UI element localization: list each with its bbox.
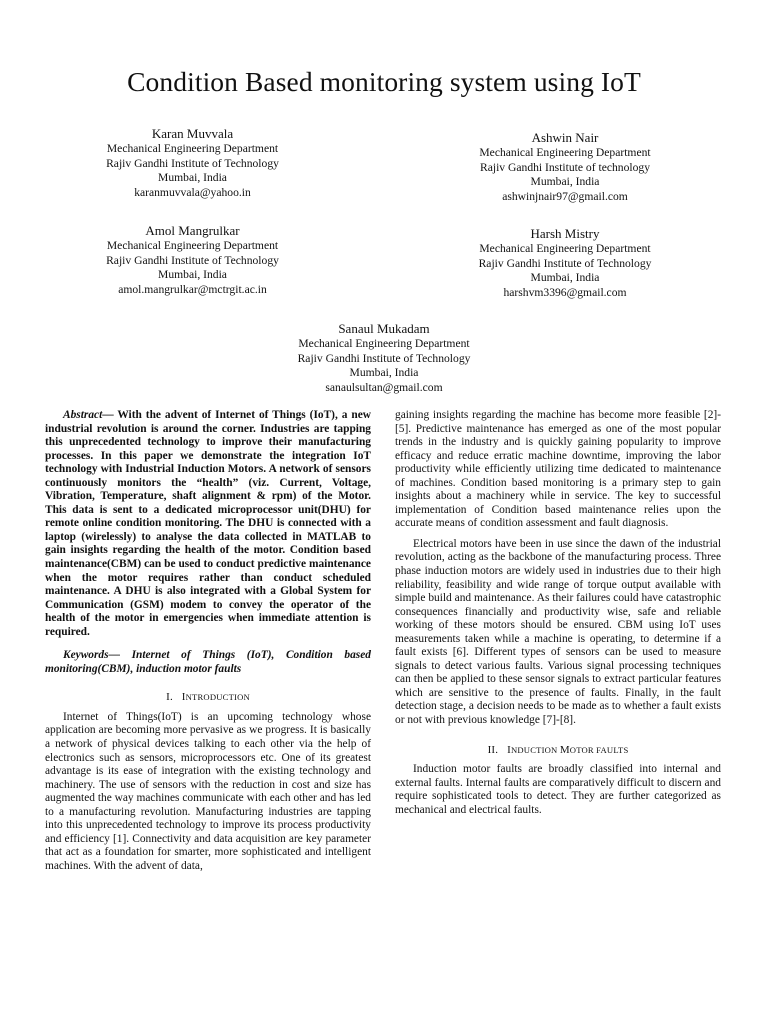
author-email: ashwinjnair97@gmail.com xyxy=(502,189,628,203)
paper-title: Condition Based monitoring system using IoT xyxy=(127,66,641,97)
abstract-text: — With the advent of Internet of Things (IoT), a new industrial revolution is around the corner. Industries are tapping this unprecedented technology to improve their manufacturing processes. In this paper we demonstrate the integration IoT technology with Industrial Induction Motors. A network of sensors continuously monitors the “health” (viz. Current, Voltage, Vibration, Temperature, shaft alignment & rpm) of the Motor. This data is sent to a dedicated microprocessor unit(DHU) for remote online condition monitoring. The DHU is connected with a laptop (wirelessly) to analyse the data collected in MATLAB to gain insights regarding the health of the motor. Condition based maintenance(CBM) can be used to conduct predictive maintenance when the motor requires rather than conduct scheduled maintenance. A DHU is also integrated with a Global System for Communication (GSM) modem to convey the operator of the health of the motor in emergencies when immediate attention is required. xyxy=(45,409,371,638)
author-institute: Rajiv Gandhi Institute of Technology xyxy=(106,253,279,267)
section-number: I. xyxy=(166,691,173,704)
author-institute: Rajiv Gandhi Institute of Technology xyxy=(478,256,652,270)
author-city: Mumbai, India xyxy=(530,271,600,284)
intro-paragraph: Internet of Things(IoT) is an upcoming technology whose application are becoming more pervasive as we progress. It is basically a network of physical devices talking to each other via the help of electronics such as sensors, microprocessors etc. One of its greatest advantage is its ease of integration with the existing technology and machinery. The use of sensors with the reduction in cost and size has augmented the way machines communicate with each other and has led to a manufacturing revolution. Manufacturing industries are tapping into this unprecedented technology to improve its process productivity and efficiency [1]. Connectivity and data acquisition are key parameter that act as a foundation for smarter, more sophisticated and intelligent machines. With the advent of data, xyxy=(45,710,371,872)
author-city: Mumbai, India xyxy=(158,171,227,184)
section-title-rest: NDUCTION xyxy=(510,744,560,755)
author-dept: Mechanical Engineering Department xyxy=(106,239,279,252)
author-city: Mumbai, India xyxy=(530,175,600,188)
section-number: II. xyxy=(487,743,499,756)
author-name: Sanaul Mukadam xyxy=(338,321,430,336)
author-city: Mumbai, India xyxy=(158,268,227,281)
author-block-5 xyxy=(259,320,509,395)
section-title-first: I xyxy=(181,691,186,704)
author-block-4 xyxy=(445,225,685,300)
section-title-first: I xyxy=(507,743,511,756)
author-email: karanmuvvala@yahoo.in xyxy=(134,185,251,199)
body-paragraph-3: Induction motor faults are broadly classified into internal and external faults. Internal faults are comparatively difficult to discern and require sophisticated tools to detect. They are further categorized as mechanical and electrical faults. xyxy=(395,763,721,816)
author-dept: Mechanical Engineering Department xyxy=(479,146,651,159)
author-name: Amol Mangrulkar xyxy=(145,223,240,238)
right-column xyxy=(395,409,721,817)
author-block-3 xyxy=(70,222,315,297)
abstract-label: Abstract xyxy=(63,409,103,421)
author-email: amol.mangrulkar@mctrgit.ac.in xyxy=(118,282,267,296)
author-dept: Mechanical Engineering Department xyxy=(106,142,279,155)
section-heading-induction-motor-faults xyxy=(395,744,721,758)
author-email: sanaulsultan@gmail.com xyxy=(325,380,443,394)
author-city: Mumbai, India xyxy=(349,366,419,379)
author-name: Ashwin Nair xyxy=(531,130,599,145)
section-title-first-2: M xyxy=(559,743,570,756)
author-name: Karan Muvvala xyxy=(151,126,234,141)
author-block-2 xyxy=(445,129,685,204)
left-column xyxy=(45,409,371,874)
keywords: Keywords— Internet of Things (IoT), Condition based monitoring(CBM), induction motor faults xyxy=(45,649,371,675)
author-institute: Rajiv Gandhi Institute of Technology xyxy=(106,156,279,170)
author-name: Harsh Mistry xyxy=(530,226,600,241)
section-heading-introduction xyxy=(45,691,371,705)
author-institute: Rajiv Gandhi Institute of Technology xyxy=(297,351,471,365)
section-title-rest: NTRODUCTION xyxy=(185,692,250,703)
section-title-rest-2: OTOR FAULTS xyxy=(569,744,629,755)
author-institute: Rajiv Gandhi Institute of technology xyxy=(479,160,650,174)
author-dept: Mechanical Engineering Department xyxy=(479,242,651,255)
body-paragraph-1: gaining insights regarding the machine has become more feasible [2]-[5]. Predictive maintenance has emerged as one of the most popular trends in the industry and is quickly gaining popularity to improve efficacy and reduce erratic machine downtime, improving the labor productivity while efficiently utilizing time dedicated to maintenance of machines. Condition based monitoring is a primary step to gain insights about a machinery while in service. The key to successful implementation of Condition based maintenance relies upon the accurate means of condition assessment and fault diagnosis. xyxy=(395,409,721,530)
body-paragraph-2: Electrical motors have been in use since the dawn of the industrial revolution, acting as the backbone of the manufacturing process. Three phase induction motors are widely used in industries due to their high reliability, feasibility and wide range of torque output available with simple build and maintenance. As their failures could have catastrophic consequences financially and productivity wise, safe and reliable working of these motors should be ensured. CBM using IoT uses measurements taken while a machine is operating, to determine if a fault exists [6]. Different types of sensors can be used to measure signals to detect various faults. Various signal processing techniques can then be applied to these sensor signals to extract particular features which are sensitive to the presence of faults. Finally, in the fault detection stage, a decision needs to be made as to whether a fault exists or not with previous knowledge [7]-[8]. xyxy=(395,537,721,727)
author-email: harshvm3396@gmail.com xyxy=(503,285,627,299)
author-block-1 xyxy=(70,125,315,200)
abstract xyxy=(45,409,371,639)
author-dept: Mechanical Engineering Department xyxy=(298,337,470,350)
